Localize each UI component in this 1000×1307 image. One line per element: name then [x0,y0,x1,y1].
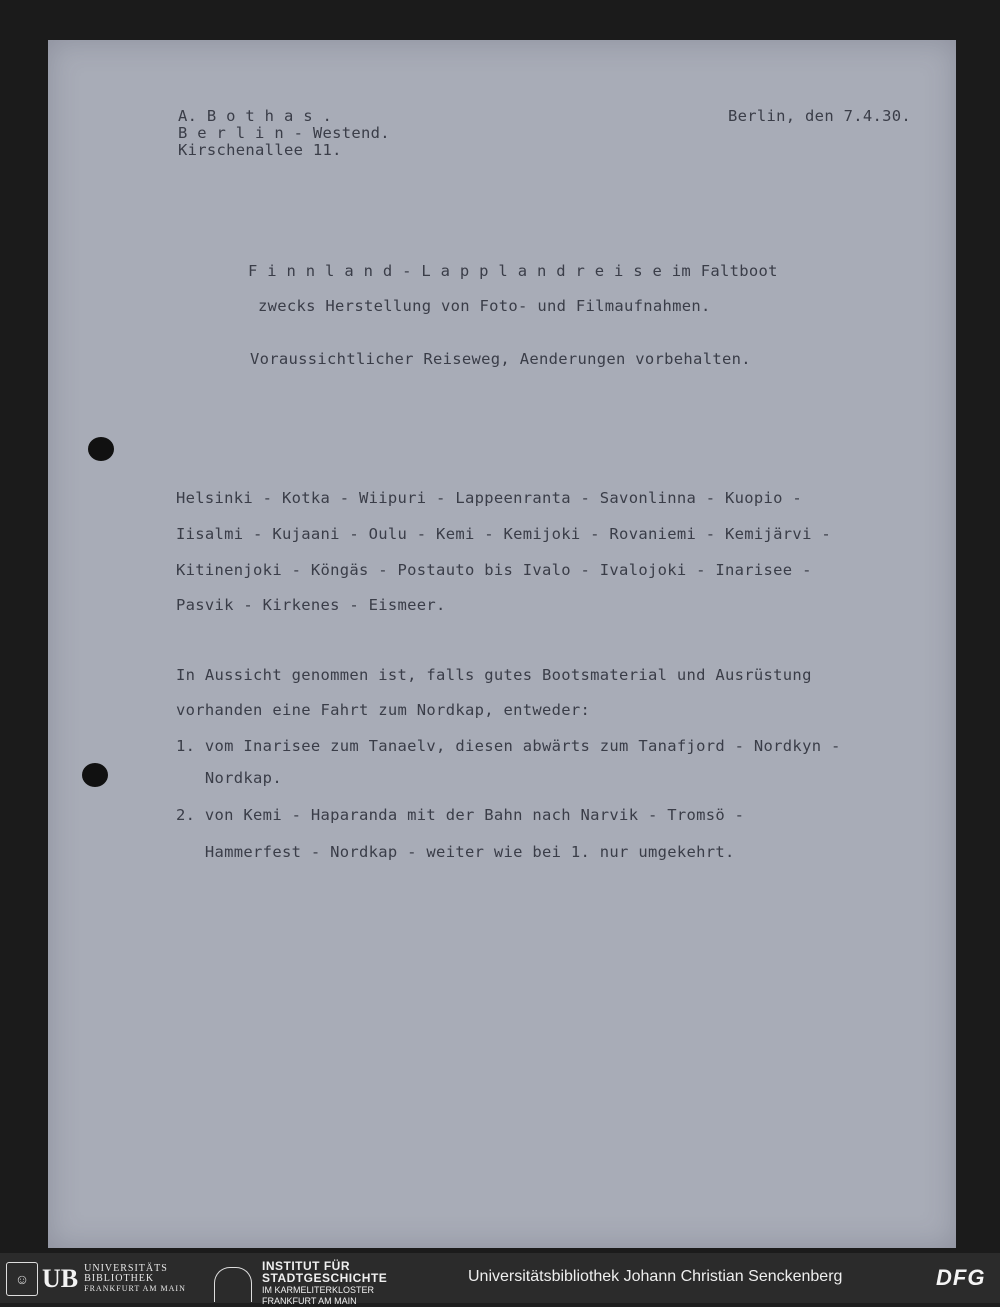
sender-name: A. B o t h a s . [178,107,333,125]
route-line-4: Pasvik - Kirkenes - Eismeer. [176,596,446,614]
ifs-line-4: FRANKFURT AM MAIN [262,1296,357,1306]
ifs-line-1: INSTITUT FÜR [262,1259,350,1273]
ifs-line-3: IM KARMELITERKLOSTER [262,1285,375,1295]
footer-institution-name: Universitätsbibliothek Johann Christian Senckenberg [468,1268,843,1285]
subtitle: Voraussichtlicher Reiseweg, Aenderungen vorbehalten. [250,350,751,368]
title-line-2: zwecks Herstellung von Foto- und Filmaufnahmen. [258,297,711,315]
punch-hole-bottom [82,763,108,787]
route-line-1: Helsinki - Kotka - Wiipuri - Lappeenranta - Savonlinna - Kuopio - [176,489,803,507]
option-1-line-2: Nordkap. [176,769,282,787]
ub-line-3: FRANKFURT AM MAIN [84,1284,186,1293]
punch-hole-top [88,437,114,461]
ifs-text [262,1261,387,1307]
route-line-2: Iisalmi - Kujaani - Oulu - Kemi - Kemijoki - Rovaniemi - Kemijärvi - [176,525,831,543]
option-2-line-2: Hammerfest - Nordkap - weiter wie bei 1. nur umgekehrt. [176,843,735,861]
ub-line-1: UNIVERSITÄTS [84,1263,168,1274]
portrait-seal-icon: ☺ [6,1262,38,1296]
option-1-line-1: 1. vom Inarisee zum Tanaelv, diesen abwärts zum Tanafjord - Nordkyn - [176,737,841,755]
ub-line-2: BIBLIOTHEK [84,1273,155,1284]
ub-logo[interactable] [6,1261,186,1297]
plan-intro-line-1: In Aussicht genommen ist, falls gutes Bootsmaterial und Ausrüstung [176,666,812,684]
sender-street: Kirschenallee 11. [178,141,342,159]
ifs-logo[interactable] [214,1261,387,1307]
letter-date: Berlin, den 7.4.30. [728,107,912,125]
ifs-line-2: STADTGESCHICHTE [262,1271,388,1285]
sender-city: B e r l i n - Westend. [178,124,390,142]
document-page [48,40,956,1248]
title-line-1: F i n n l a n d - L a p p l a n d r e i s e im Faltboot [248,262,778,280]
route-line-3: Kitinenjoki - Köngäs - Postauto bis Ivalo - Ivalojoki - Inarisee - [176,561,812,579]
dfg-logo[interactable]: DFG [936,1265,986,1290]
ub-text [84,1264,186,1294]
option-2-line-1: 2. von Kemi - Haparanda mit der Bahn nach Narvik - Tromsö - [176,806,745,824]
plan-intro-line-2: vorhanden eine Fahrt zum Nordkap, entweder: [176,701,591,719]
footer-bar [0,1253,1000,1306]
ub-letters: UB [42,1264,79,1293]
arch-icon [214,1267,252,1302]
